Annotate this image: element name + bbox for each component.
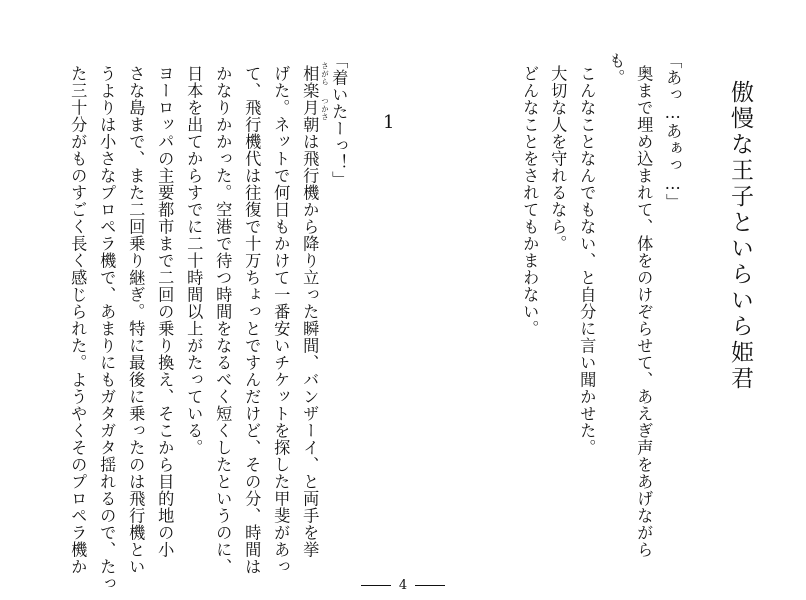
page-number: 4 (398, 578, 408, 593)
text-column: さな島まで、また二回乗り継ぎ。特に最後に乗ったのは飛行機とい (126, 65, 146, 575)
footer-rule-left (361, 585, 391, 586)
text-column: も。 (606, 52, 626, 86)
text-column: 日本を出てからすでに二十時間以上がたっている。 (184, 65, 204, 456)
text-column: 「着いたーっ！」 (329, 52, 349, 188)
text-column: た三十分がものすごく長く感じられた。ようやくそのプロペラ機か (68, 65, 88, 575)
text-column: こんなことなんでもない、と自分に言い聞かせた。 (577, 65, 597, 456)
ruby-text: さがら (320, 62, 330, 86)
page-title: 傲慢な王子といらいら姫君 (727, 80, 753, 392)
chapter-number: 1 (383, 112, 395, 133)
text-column: どんなことをされてもかまわない。 (520, 65, 540, 337)
text-column: うよりは小さなプロペラ機で、あまりにもガタガタ揺れるので、たっ (97, 65, 117, 592)
text-column: 奥まで埋め込まれて、体をのけぞらせて、あえぎ声をあげながら (634, 65, 654, 558)
footer-rule-right (415, 585, 445, 586)
text-column: 大切な人を守れるなら。 (548, 65, 568, 252)
ruby-text: つかさ (320, 97, 330, 121)
text-column: ヨーロッパの主要都市まで二回の乗り換え、そこから目的地の小 (155, 65, 175, 558)
text-column: げた。ネットで何日もかけて一番安いチケットを探した甲斐があっ (271, 65, 291, 575)
text-column: 相楽月朝は飛行機から降り立った瞬間、バンザーイ、と両手を挙 (300, 65, 320, 558)
text-column: 「あっ…あぁっ…」 (663, 52, 683, 211)
text-column: かなりかかった。空港で待つ時間をなるべく短くしたというのに、 (213, 65, 233, 575)
page-footer (0, 578, 806, 593)
text-column: て、飛行機代は往復で十万ちょっとですんだけど、その分、時間は (242, 65, 262, 575)
